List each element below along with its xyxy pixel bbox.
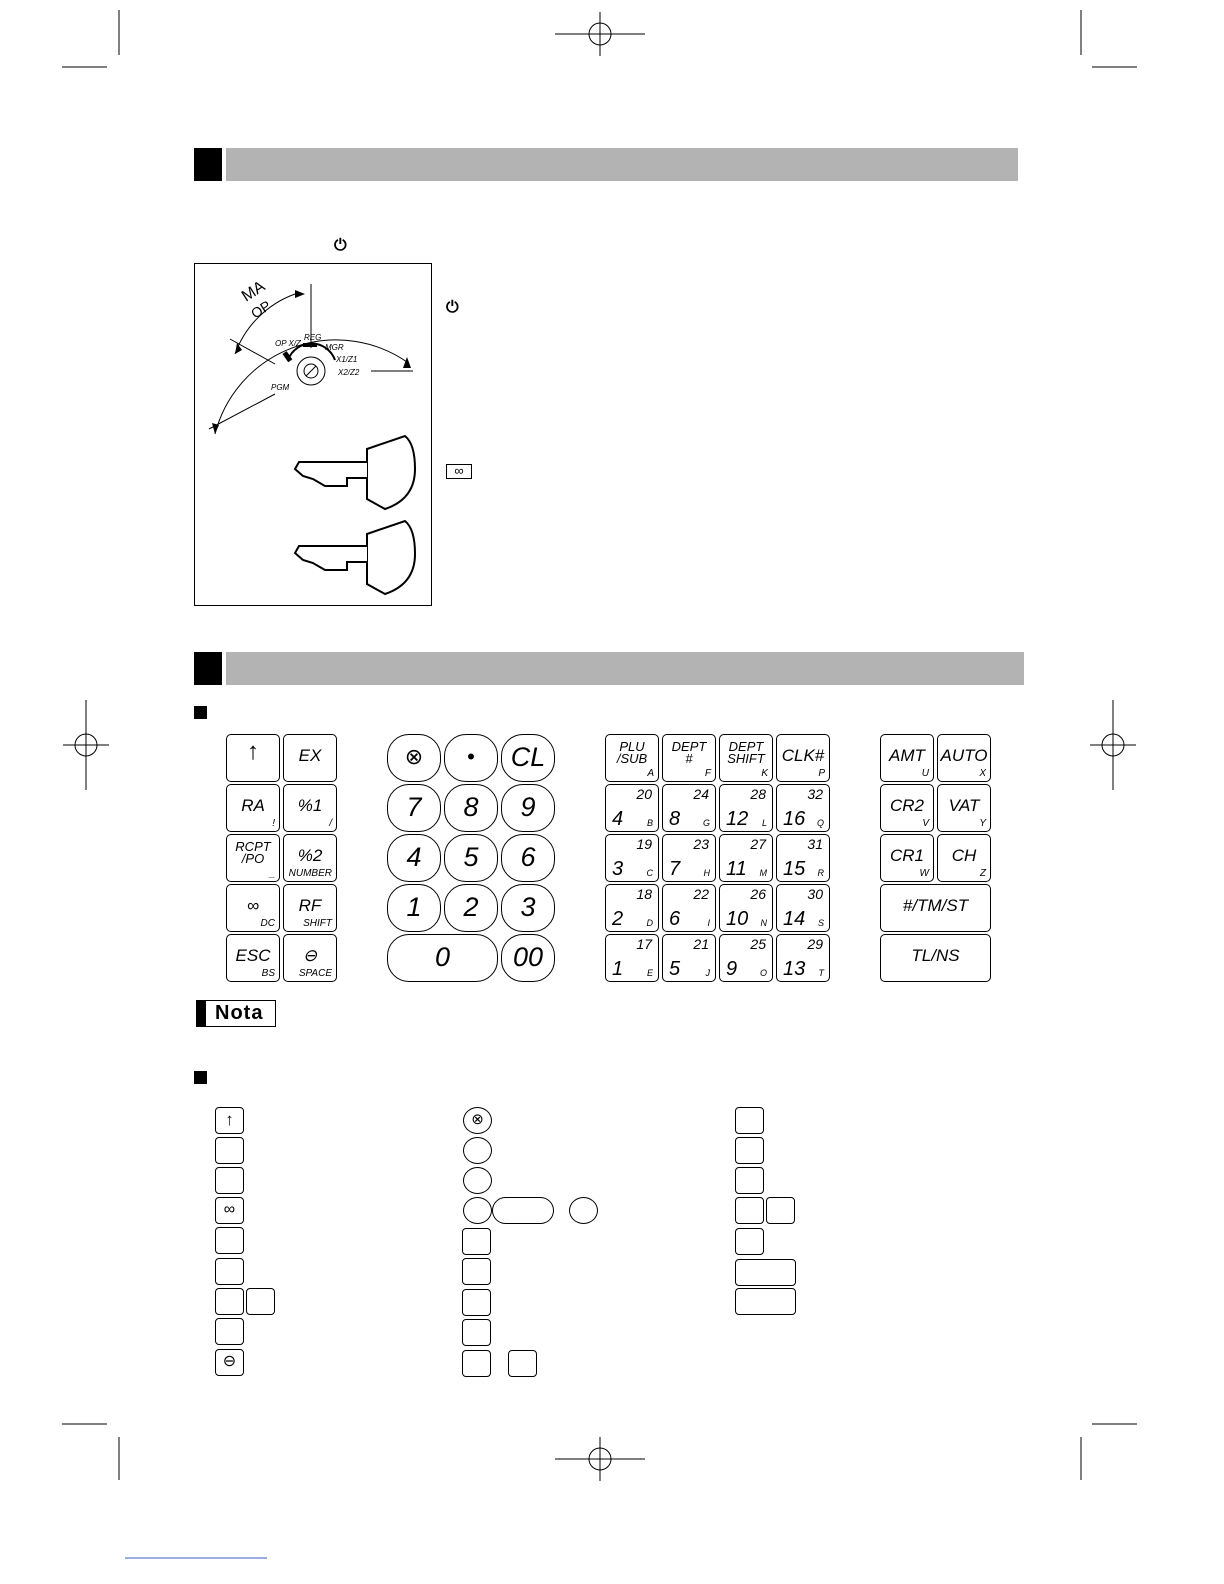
numpad-key[interactable]: ⊗ — [387, 734, 441, 782]
numpad-key[interactable]: 8 — [444, 784, 498, 832]
preset-key-num: 11 — [726, 858, 747, 880]
key-group4[interactable] — [880, 834, 934, 882]
list-key-round — [463, 1167, 492, 1194]
key-group1[interactable] — [283, 734, 337, 782]
key-group4-sublabel: U — [921, 768, 929, 779]
list-key — [735, 1137, 764, 1164]
list-key — [462, 1350, 491, 1377]
list-key-oval — [492, 1197, 554, 1224]
preset-key[interactable] — [776, 884, 830, 932]
key-group3-sublabel: A — [647, 768, 654, 779]
preset-key[interactable] — [776, 784, 830, 832]
preset-key-let: M — [759, 868, 767, 878]
key-group4-label: #/TM/ST — [902, 896, 969, 915]
numpad-key[interactable]: 1 — [387, 884, 441, 932]
mode-switch-diagram — [195, 264, 431, 604]
list-key — [215, 1288, 244, 1315]
legend-power-icon: ⏻ — [446, 299, 459, 316]
preset-key-let: L — [761, 818, 767, 828]
list-key — [766, 1197, 795, 1224]
preset-key-num: 8 — [669, 808, 681, 830]
list-key — [462, 1319, 491, 1346]
key-group1-label: RCPT /PO — [235, 839, 271, 866]
preset-key-let: D — [646, 918, 653, 928]
key-group1[interactable] — [283, 934, 337, 982]
preset-key-let: C — [646, 868, 653, 878]
preset-key-let: R — [817, 868, 824, 878]
key-group3-sublabel: P — [818, 768, 825, 779]
preset-key-num: 2 — [612, 908, 624, 930]
numpad-key[interactable]: 6 — [501, 834, 555, 882]
mode-switch-figure — [194, 263, 432, 606]
preset-key[interactable] — [662, 934, 716, 982]
list-key — [215, 1167, 244, 1194]
key-group4-label: CR2 — [889, 796, 924, 815]
preset-key[interactable] — [605, 834, 659, 882]
preset-key-num: 15 — [783, 858, 806, 880]
numpad-key[interactable]: 0 — [387, 934, 498, 982]
key-group4-sublabel: W — [919, 868, 929, 879]
preset-key-top: 24 — [693, 786, 709, 802]
preset-key-num: 1 — [612, 958, 624, 980]
numpad-key[interactable]: 2 — [444, 884, 498, 932]
key-group3-label: DEPT # — [671, 739, 707, 766]
key-group1[interactable] — [226, 784, 280, 832]
preset-key[interactable] — [662, 834, 716, 882]
nota-label: Nota — [196, 1000, 276, 1027]
list-key — [735, 1107, 764, 1134]
preset-key-num: 6 — [669, 908, 681, 930]
list-key-infinity: ∞ — [215, 1197, 244, 1224]
key-group1-sublabel: _ — [269, 868, 275, 879]
key-group1[interactable] — [283, 834, 337, 882]
preset-key-num: 16 — [783, 808, 806, 830]
mode-reg: REG — [304, 333, 322, 342]
preset-key-let: E — [646, 968, 653, 978]
preset-key-num: 9 — [726, 958, 738, 980]
preset-key-num: 13 — [783, 958, 806, 980]
numpad-key[interactable]: 7 — [387, 784, 441, 832]
preset-key-num: 10 — [726, 908, 749, 930]
preset-key-num: 4 — [612, 808, 624, 830]
key-group4[interactable] — [880, 734, 934, 782]
key-group4[interactable] — [880, 784, 934, 832]
preset-key-num: 3 — [612, 858, 624, 880]
key-group4-sublabel: Z — [979, 868, 986, 879]
list-key-round — [463, 1137, 492, 1164]
section1-marker — [194, 148, 222, 181]
key-group4[interactable] — [937, 734, 991, 782]
key-group1[interactable] — [226, 734, 280, 782]
section1-header-bar — [226, 148, 1018, 181]
preset-key-top: 20 — [636, 786, 652, 802]
preset-key-top: 25 — [750, 936, 766, 952]
subsection-bullet-keylist — [194, 1071, 207, 1084]
key-group3-sublabel: F — [704, 768, 711, 779]
preset-key-top: 22 — [693, 886, 709, 902]
key-group3-sublabel: K — [761, 768, 768, 779]
list-key — [215, 1227, 244, 1254]
key-group4-label: VAT — [948, 796, 980, 815]
numpad-key[interactable]: 4 — [387, 834, 441, 882]
list-key — [462, 1258, 491, 1285]
preset-key-top: 28 — [750, 786, 766, 802]
preset-key[interactable] — [662, 884, 716, 932]
key-group1-sublabel: ! — [272, 818, 275, 829]
key-group4-label: TL/NS — [911, 946, 960, 965]
key-group1[interactable] — [283, 784, 337, 832]
numpad-key[interactable]: 9 — [501, 784, 555, 832]
key-group3[interactable] — [605, 734, 659, 782]
numpad-key[interactable]: 00 — [501, 934, 555, 982]
key-group3[interactable] — [776, 734, 830, 782]
list-key — [508, 1350, 537, 1377]
preset-key[interactable] — [719, 834, 773, 882]
preset-key-top: 26 — [750, 886, 766, 902]
section2-header-bar — [226, 652, 1024, 685]
key-group1-label: %2 — [297, 846, 323, 865]
key-group3-label: CLK# — [781, 746, 825, 765]
mode-mgr: MGR — [325, 343, 344, 352]
list-key-wide — [735, 1288, 796, 1315]
preset-key-top: 27 — [750, 836, 766, 852]
preset-key[interactable] — [605, 884, 659, 932]
key-group1-label: EX — [298, 746, 322, 765]
list-key-up: ↑ — [215, 1107, 244, 1134]
key-group4-label: AUTO — [940, 746, 988, 765]
preset-key-top: 19 — [636, 836, 652, 852]
preset-key-top: 18 — [636, 886, 652, 902]
key-group1-sublabel: NUMBER — [288, 868, 332, 879]
list-key — [215, 1137, 244, 1164]
key-group4[interactable] — [937, 834, 991, 882]
list-key-round — [569, 1197, 598, 1224]
key-group1-label: ⊖ — [302, 946, 318, 965]
legend-infinity-icon: ∞ — [446, 464, 472, 479]
list-key — [735, 1197, 764, 1224]
preset-key-top: 21 — [693, 936, 709, 952]
preset-key-top: 31 — [807, 836, 823, 852]
key-group4[interactable] — [880, 934, 991, 982]
key-group4[interactable] — [937, 784, 991, 832]
preset-key-num: 14 — [783, 908, 806, 930]
preset-key-let: J — [705, 968, 710, 978]
mode-x1z1: X1/Z1 — [336, 355, 358, 364]
numpad-key[interactable]: 3 — [501, 884, 555, 932]
key-group3[interactable] — [719, 734, 773, 782]
list-key — [246, 1288, 275, 1315]
list-key — [462, 1228, 491, 1255]
preset-key-top: 32 — [807, 786, 823, 802]
key-group4-label: CR1 — [889, 846, 924, 865]
preset-key-let: N — [760, 918, 767, 928]
preset-key-let: B — [646, 818, 653, 828]
preset-key-num: 12 — [726, 808, 749, 830]
key-group3-label: DEPT SHIFT — [727, 739, 765, 766]
preset-key-num: 7 — [669, 858, 681, 880]
list-key-minus: ⊖ — [215, 1349, 244, 1376]
key-group1-label: ↑ — [247, 738, 259, 765]
arc-label-op: OP — [247, 297, 274, 322]
list-key — [462, 1289, 491, 1316]
list-key — [215, 1318, 244, 1345]
key-group4-sublabel: V — [922, 818, 929, 829]
key-group3-label: PLU /SUB — [616, 739, 648, 766]
preset-key[interactable] — [605, 934, 659, 982]
list-key-wide — [735, 1259, 796, 1286]
preset-key-num: 5 — [669, 958, 681, 980]
key-group1-label: %1 — [297, 796, 323, 815]
preset-key[interactable] — [662, 784, 716, 832]
key-group1-label: ESC — [235, 946, 271, 965]
preset-key[interactable] — [776, 834, 830, 882]
preset-key-let: Q — [816, 818, 824, 828]
key-shape-1 — [295, 436, 415, 509]
key-group1-label: ∞ — [246, 896, 260, 915]
key-group1-sublabel: SHIFT — [303, 918, 332, 929]
key-group4-label: CH — [951, 846, 977, 865]
key-group1-sublabel: / — [329, 818, 332, 829]
preset-key-top: 29 — [807, 936, 823, 952]
preset-key-top: 30 — [807, 886, 823, 902]
preset-key-let: I — [707, 918, 710, 928]
preset-key-let: H — [703, 868, 710, 878]
list-key-multiply: ⊗ — [463, 1107, 492, 1134]
key-shape-2 — [295, 521, 415, 594]
key-group1[interactable] — [226, 934, 280, 982]
key-group4[interactable] — [880, 884, 991, 932]
preset-key-let: G — [702, 818, 710, 828]
key-group4-label: AMT — [889, 746, 925, 765]
list-key-round — [463, 1197, 492, 1224]
preset-key-let: T — [818, 968, 824, 978]
list-key — [735, 1167, 764, 1194]
preset-key[interactable] — [719, 784, 773, 832]
preset-key[interactable] — [719, 934, 773, 982]
arc-label-ma: MA — [238, 278, 269, 306]
key-group1[interactable] — [283, 884, 337, 932]
key-group4-sublabel: Y — [979, 818, 986, 829]
preset-key[interactable] — [776, 934, 830, 982]
key-group4-sublabel: X — [979, 768, 986, 779]
preset-key-top: 23 — [693, 836, 709, 852]
preset-key-let: O — [759, 968, 767, 978]
mode-pgm: PGM — [271, 383, 290, 392]
numpad-key[interactable]: 5 — [444, 834, 498, 882]
key-group1[interactable] — [226, 884, 280, 932]
key-group1-label: RA — [241, 796, 265, 815]
key-group1-sublabel: SPACE — [298, 968, 332, 979]
list-key — [215, 1258, 244, 1285]
preset-key-let: S — [817, 918, 824, 928]
power-icon: ⏻ — [334, 237, 347, 254]
key-group1-sublabel: DC — [260, 918, 275, 929]
numpad-key[interactable]: CL — [501, 734, 555, 782]
key-group1-sublabel: BS — [261, 968, 275, 979]
key-group3[interactable] — [662, 734, 716, 782]
key-group1[interactable] — [226, 834, 280, 882]
preset-key[interactable] — [719, 884, 773, 932]
preset-key[interactable] — [605, 784, 659, 832]
key-group1-label: RF — [298, 896, 322, 915]
subsection-bullet-keyboard — [194, 706, 207, 719]
numpad-key[interactable]: • — [444, 734, 498, 782]
section2-marker — [194, 652, 222, 685]
list-key — [735, 1228, 764, 1255]
mode-x2z2: X2/Z2 — [338, 368, 360, 377]
preset-key-top: 17 — [636, 936, 652, 952]
mode-opxz: OP X/Z — [275, 339, 301, 348]
